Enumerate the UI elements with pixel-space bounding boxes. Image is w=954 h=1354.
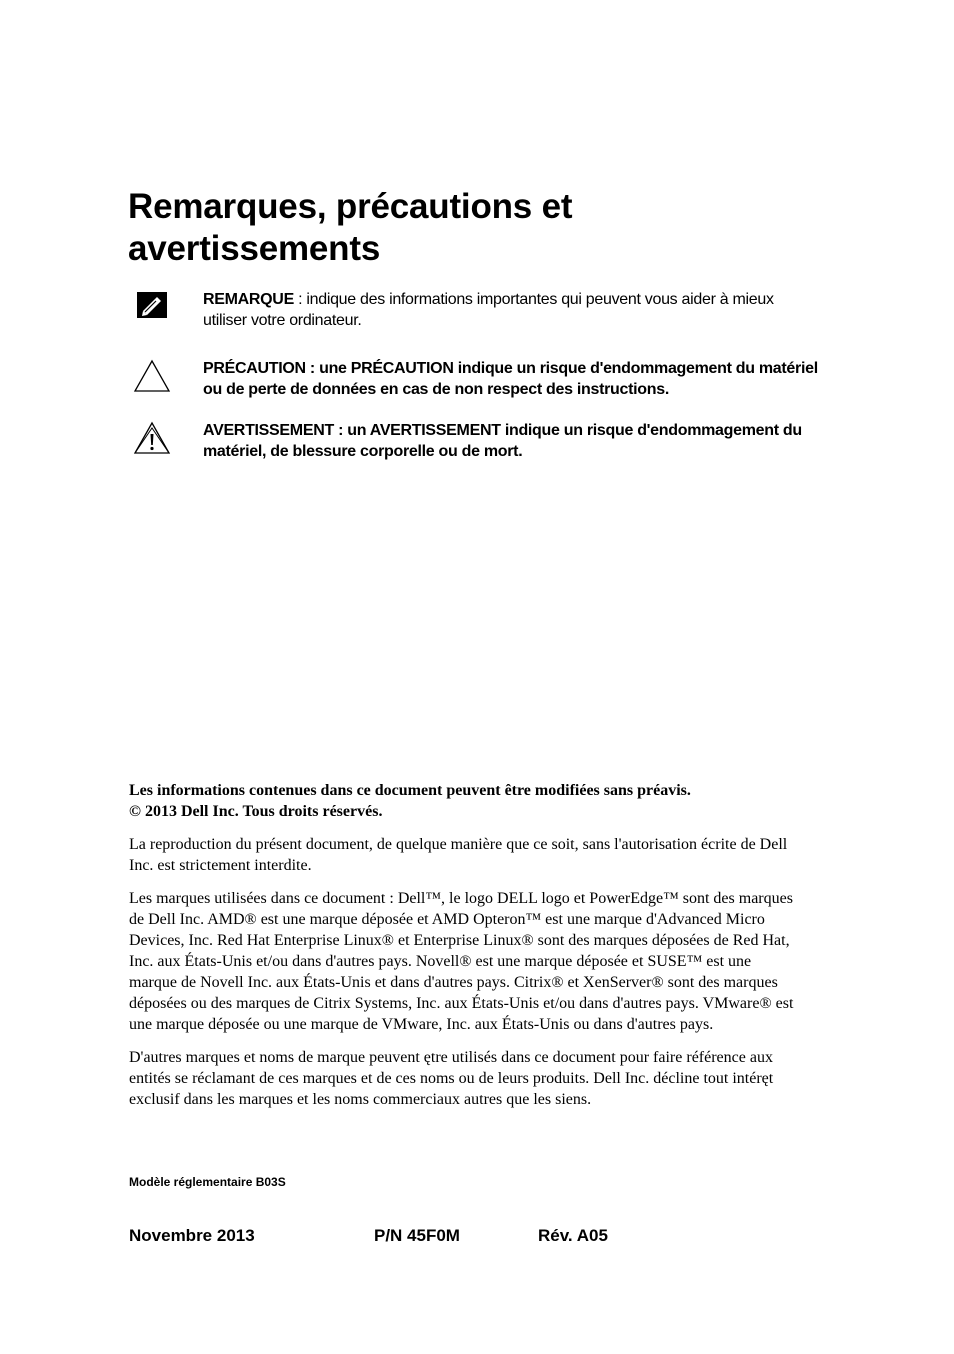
caution-triangle-icon xyxy=(132,358,172,394)
warning-text: AVERTISSEMENT : un AVERTISSEMENT indique un risque d'endommagement du matériel, de blessure corporelle ou de mort. xyxy=(203,422,802,460)
note-text xyxy=(203,289,818,331)
copyright-line: © 2013 Dell Inc. Tous droits réservés. xyxy=(129,803,383,820)
warning-exclamation-triangle-icon xyxy=(132,420,172,456)
other-marks-paragraph: D'autres marques et noms de marque peuvent ętre utilisés dans ce document pour faire référence aux entités se réclamant de ces marques et de ces noms ou de leurs produits. Dell Inc. décline tout intéręt exclusif dans les marques et les noms commerciaux autres que les siens. xyxy=(129,1049,774,1108)
footer-part-number: P/N 45F0M xyxy=(374,1226,460,1245)
legal-notice-line1: Les informations contenues dans ce document peuvent être modifiées sans préavis. xyxy=(129,782,691,799)
footer-date: Novembre 2013 xyxy=(129,1226,255,1245)
page-title xyxy=(128,186,728,270)
caution-text: PRÉCAUTION : une PRÉCAUTION indique un risque d'endommagement du matériel ou de perte de données en cas de non respect des instructions. xyxy=(203,360,818,398)
legal-notice xyxy=(129,780,794,822)
legal-section xyxy=(129,780,794,1122)
note-description: : indique des informations importantes qui peuvent vous aider à mieux utiliser votre ordinateur. xyxy=(203,291,774,329)
note-pencil-icon xyxy=(132,289,172,325)
page-title-line2: avertissements xyxy=(128,229,381,268)
reproduction-paragraph: La reproduction du présent document, de quelque manière que ce soit, sans l'autorisation écrite de Dell Inc. est strictement interdite. xyxy=(129,836,788,874)
footer-revision: Rév. A05 xyxy=(538,1226,608,1245)
page-title-line1: Remarques, précautions et xyxy=(128,187,573,226)
regulatory-model: Modèle réglementaire B03S xyxy=(129,1175,286,1189)
note-keyword: REMARQUE xyxy=(203,291,294,308)
trademarks-paragraph: Les marques utilisées dans ce document : Dell™, le logo DELL logo et PowerEdge™ sont des marques de Dell Inc. AMD® est une marque déposée et AMD Opteron™ est une marque d'Advanced Micro Devices, Inc. Red Hat Enterprise Linux® et Enterprise Linux® sont des marques déposées de Red Hat, Inc. aux États-Unis et/ou dans d'autres pays. Novell® est une marque déposée et SUSE™ est une marque de Novell Inc. aux États-Unis et dans d'autres pays. Citrix® et XenServer® sont des marques déposées ou des marques de Citrix Systems, Inc. aux États-Unis et/ou dans d'autres pays. VMware® est une marque déposée ou une marque de VMware, Inc. aux États-Unis ou dans d'autres pays. xyxy=(129,890,794,1033)
